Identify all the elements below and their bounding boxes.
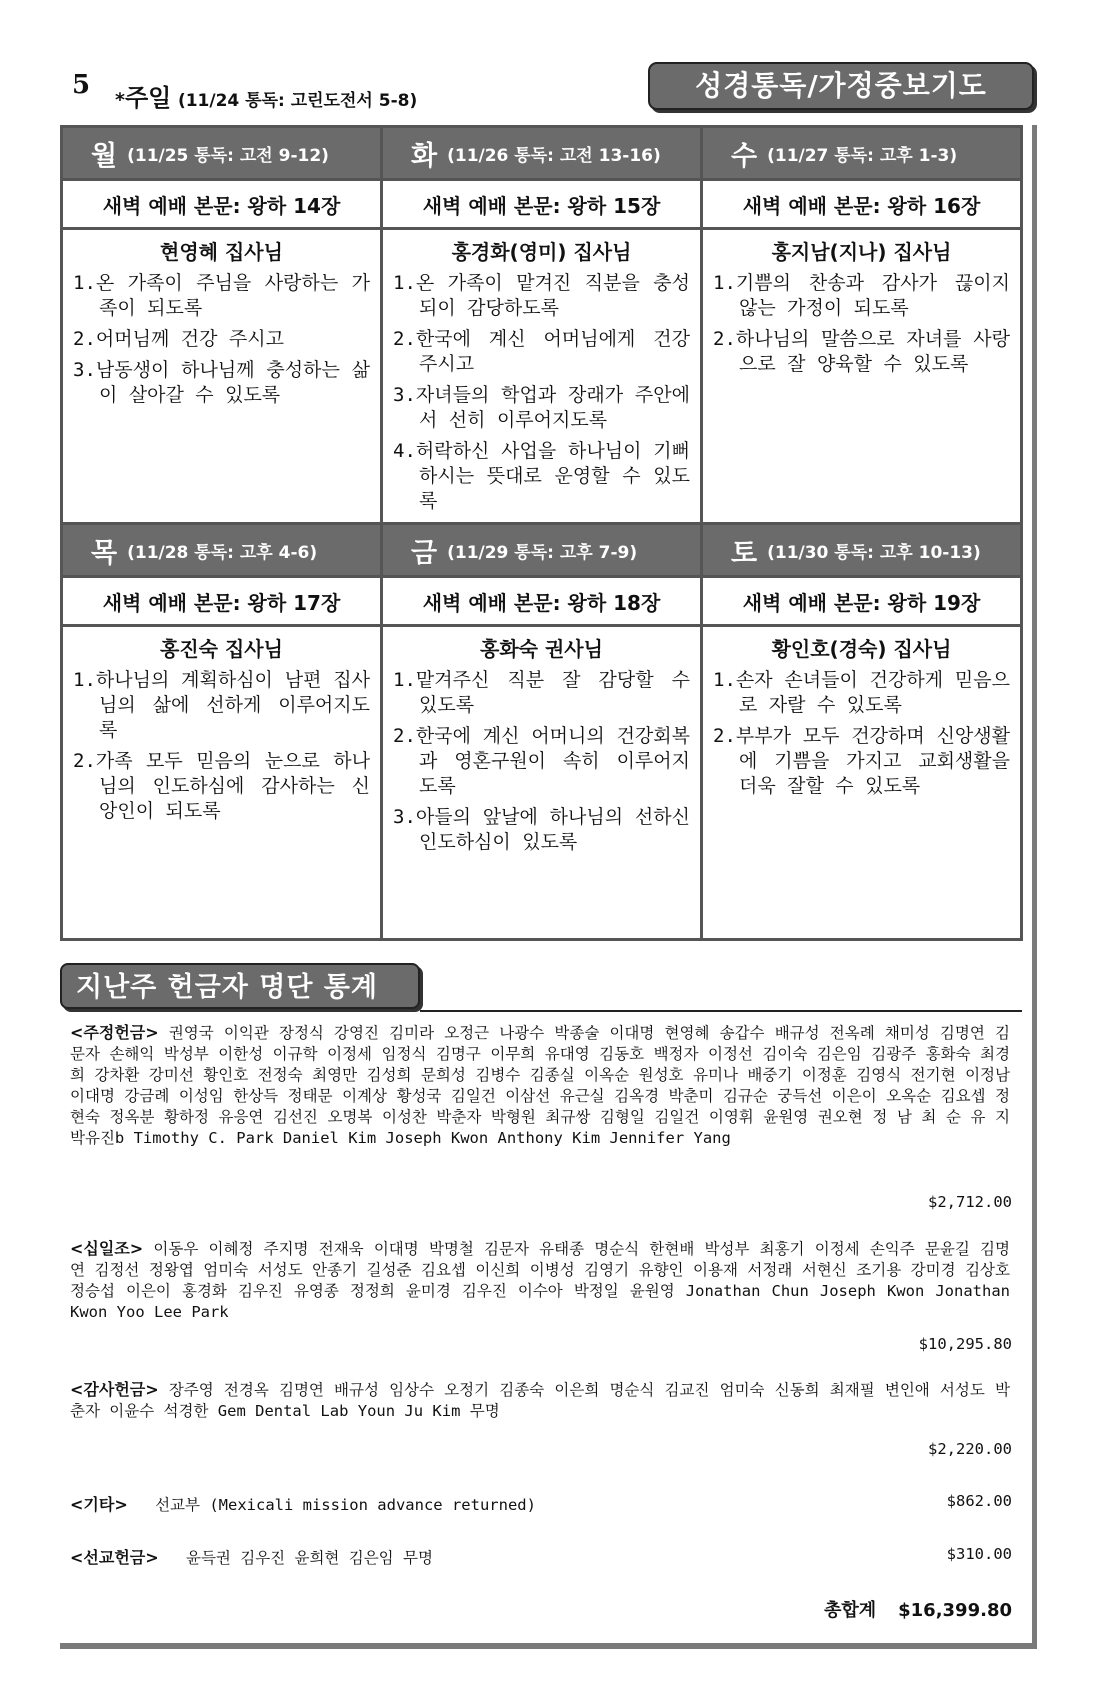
prayer-cell — [703, 230, 1020, 522]
day-header: 목 (11/28 통독: 고후 4-6) — [63, 525, 380, 575]
total-amount: $16,399.80 — [898, 1600, 1012, 1621]
dawn-sermon-text: 새벽 예배 본문: 왕하 15장 — [383, 181, 700, 227]
prayer-item: 3.자녀들의 학업과 장래가 주안에서 선히 이루어지도록 — [393, 384, 690, 431]
prayer-cell — [383, 230, 700, 522]
offering-section-mission — [70, 1545, 433, 1568]
offering-amount: $862.00 — [946, 1492, 1012, 1510]
offering-amount: $2,220.00 — [928, 1440, 1012, 1458]
prayer-item: 3.남동생이 하나님께 충성하는 삶이 살아갈 수 있도록 — [73, 359, 370, 406]
prayer-item: 1.맡겨주신 직분 잘 감당할 수 있도록 — [393, 669, 690, 716]
offering-label: <기타> — [70, 1495, 128, 1514]
offering-section-tithe-weekly — [70, 1022, 1010, 1149]
dawn-sermon-text: 새벽 예배 본문: 왕하 16장 — [703, 181, 1020, 227]
offering-amount: $10,295.80 — [918, 1335, 1012, 1353]
offering-names: 윤득권 김우진 윤희현 김은임 무명 — [185, 1549, 433, 1567]
dawn-sermon-text: 새벽 예배 본문: 왕하 17장 — [63, 578, 380, 624]
prayer-item: 4.허락하신 사업을 하나님이 기뻐하시는 뜻대로 운영할 수 있도록 — [393, 440, 690, 512]
offering-title-rule — [420, 1010, 1022, 1012]
sunday-reading: (11/24 통독: 고린도전서 5-8) — [177, 91, 418, 111]
sunday-mark: * — [115, 89, 125, 111]
day-header: 수 (11/27 통독: 고후 1-3) — [703, 128, 1020, 178]
offering-label: <감사헌금> — [70, 1380, 159, 1399]
prayer-person: 황인호(경숙) 집사님 — [771, 637, 952, 661]
prayer-item: 2.가족 모두 믿음의 눈으로 하나님의 인도하심에 감사하는 신앙인이 되도록 — [73, 750, 370, 822]
prayer-item: 2.한국에 계신 어머니의 건강회복과 영혼구원이 속히 이루어지도록 — [393, 725, 690, 797]
offering-amount: $2,712.00 — [928, 1193, 1012, 1211]
offering-label: <선교헌금> — [70, 1548, 159, 1567]
bottom-shadow-rule — [60, 1643, 1037, 1649]
offering-total — [802, 1596, 1012, 1622]
prayer-item: 2.부부가 모두 건강하며 신앙생활에 기쁨을 가지고 교회생활을 더욱 잘할 수 있도록 — [713, 725, 1010, 797]
offering-names: 이동우 이혜정 주지명 전재욱 이대명 박명철 김문자 유태종 명순식 한현배 박성부 최홍기 이정세 손익주 문윤길 김명연 김정선 정왕엽 엄미숙 서성도 안종기 길성준 김요셉 이신희 이병성 김영기 유향인 이용재 서정래 서현신 조기용 강미경 김상호 정승섭 이은이 홍경화 김우진 유영종 정정희 윤미경 김우진 이수아 박정일 윤원영 Jonathan Chun Joseph Kwon Jonathan Kwon Yoo Lee Park — [70, 1240, 1010, 1321]
prayer-item: 1.온 가족이 주님을 사랑하는 가족이 되도록 — [73, 272, 370, 319]
prayer-item: 2.하나님의 말씀으로 자녀를 사랑으로 잘 양육할 수 있도록 — [713, 328, 1010, 375]
offering-names: 장주영 전경옥 김명연 배규성 임상수 오정기 김종숙 이은희 명순식 김교진 엄미숙 신동희 최재필 변인애 서성도 박춘자 이윤수 석경한 Gem Dental Lab Youn Ju Kim 무명 — [70, 1381, 1010, 1420]
prayer-cell — [703, 627, 1020, 938]
right-shadow-rule — [1032, 125, 1037, 1645]
dawn-sermon-text: 새벽 예배 본문: 왕하 14장 — [63, 181, 380, 227]
prayer-cell — [63, 230, 380, 522]
offering-section-thanks — [70, 1379, 1010, 1422]
offering-title: 지난주 헌금자 명단 통계 — [60, 963, 420, 1009]
sunday-label: 주일 — [124, 84, 172, 112]
offering-label: <십일조> — [70, 1239, 144, 1258]
total-label: 총합계 — [823, 1600, 877, 1621]
day-header: 월 (11/25 통독: 고전 9-12) — [63, 128, 380, 178]
prayer-person: 홍경화(영미) 집사님 — [451, 240, 632, 264]
prayer-item: 2.어머님께 건강 주시고 — [73, 328, 284, 350]
prayer-cell — [63, 627, 380, 938]
day-header: 화 (11/26 통독: 고전 13-16) — [383, 128, 700, 178]
prayer-person: 홍지남(지나) 집사님 — [771, 240, 952, 264]
prayer-item: 1.하나님의 계획하심이 남편 집사님의 삶에 선하게 이루어지도록 — [73, 669, 370, 741]
weekly-prayer-grid — [60, 125, 1023, 941]
prayer-person: 현영혜 집사님 — [160, 240, 283, 264]
prayer-person: 홍화숙 권사님 — [480, 637, 603, 661]
prayer-cell — [383, 627, 700, 938]
offering-section-other — [70, 1492, 536, 1515]
day-header: 금 (11/29 통독: 고후 7-9) — [383, 525, 700, 575]
prayer-item: 2.한국에 계신 어머님에게 건강 주시고 — [393, 328, 690, 375]
dawn-sermon-text: 새벽 예배 본문: 왕하 18장 — [383, 578, 700, 624]
prayer-item: 3.아들의 앞날에 하나님의 선하신 인도하심이 있도록 — [393, 806, 690, 853]
prayer-item: 1.온 가족이 맡겨진 직분을 충성되이 감당하도록 — [393, 272, 690, 319]
page-number: 5 — [72, 70, 91, 100]
dawn-sermon-text: 새벽 예배 본문: 왕하 19장 — [703, 578, 1020, 624]
section-banner: 성경통독/가정중보기도 — [648, 62, 1034, 110]
prayer-person: 홍진숙 집사님 — [160, 637, 283, 661]
offering-label: <주정헌금> — [70, 1023, 159, 1042]
prayer-item: 1.손자 손녀들이 건강하게 믿음으로 자랄 수 있도록 — [713, 669, 1010, 716]
prayer-item: 1.기쁨의 찬송과 감사가 끊이지 않는 가정이 되도록 — [713, 272, 1010, 319]
offering-names: 선교부 (Mexicali mission advance returned) — [155, 1496, 536, 1514]
day-header: 토 (11/30 통독: 고후 10-13) — [703, 525, 1020, 575]
offering-section-tithe — [70, 1238, 1010, 1323]
offering-names: 권영국 이익관 장정식 강영진 김미라 오정근 나광수 박종술 이대명 현영혜 송갑수 배규성 전옥례 채미성 김명연 김문자 손해익 박성부 이한성 이규학 이정세 임정식 김명구 이무희 유대영 김동호 백정자 이정선 김이숙 김은임 김광주 홍화숙 최경희 강차환 강미선 황인호 전정숙 최영만 김성희 문희성 김병수 김종실 이옥순 원성호 유미나 배중기 이정훈 김영식 전기현 이정남 이대명 강금례 이성임 한상득 정태문 이계상 황성국 김일건 이삼선 유근실 김옥경 박춘미 김규순 궁득선 이은이 오옥순 김요셉 정현숙 정옥분 황하정 유응연 김선진 오명복 이성찬 박춘자 박형원 최규쌍 김형일 김일건 이영휘 윤원영 권오현 정 남 최 순 유 지 박유진b Timothy C. Park Daniel Kim Joseph Kwon Anthony Kim Jennifer Yang — [70, 1024, 1010, 1147]
offering-amount: $310.00 — [946, 1545, 1012, 1563]
sunday-reading-line — [115, 78, 417, 113]
